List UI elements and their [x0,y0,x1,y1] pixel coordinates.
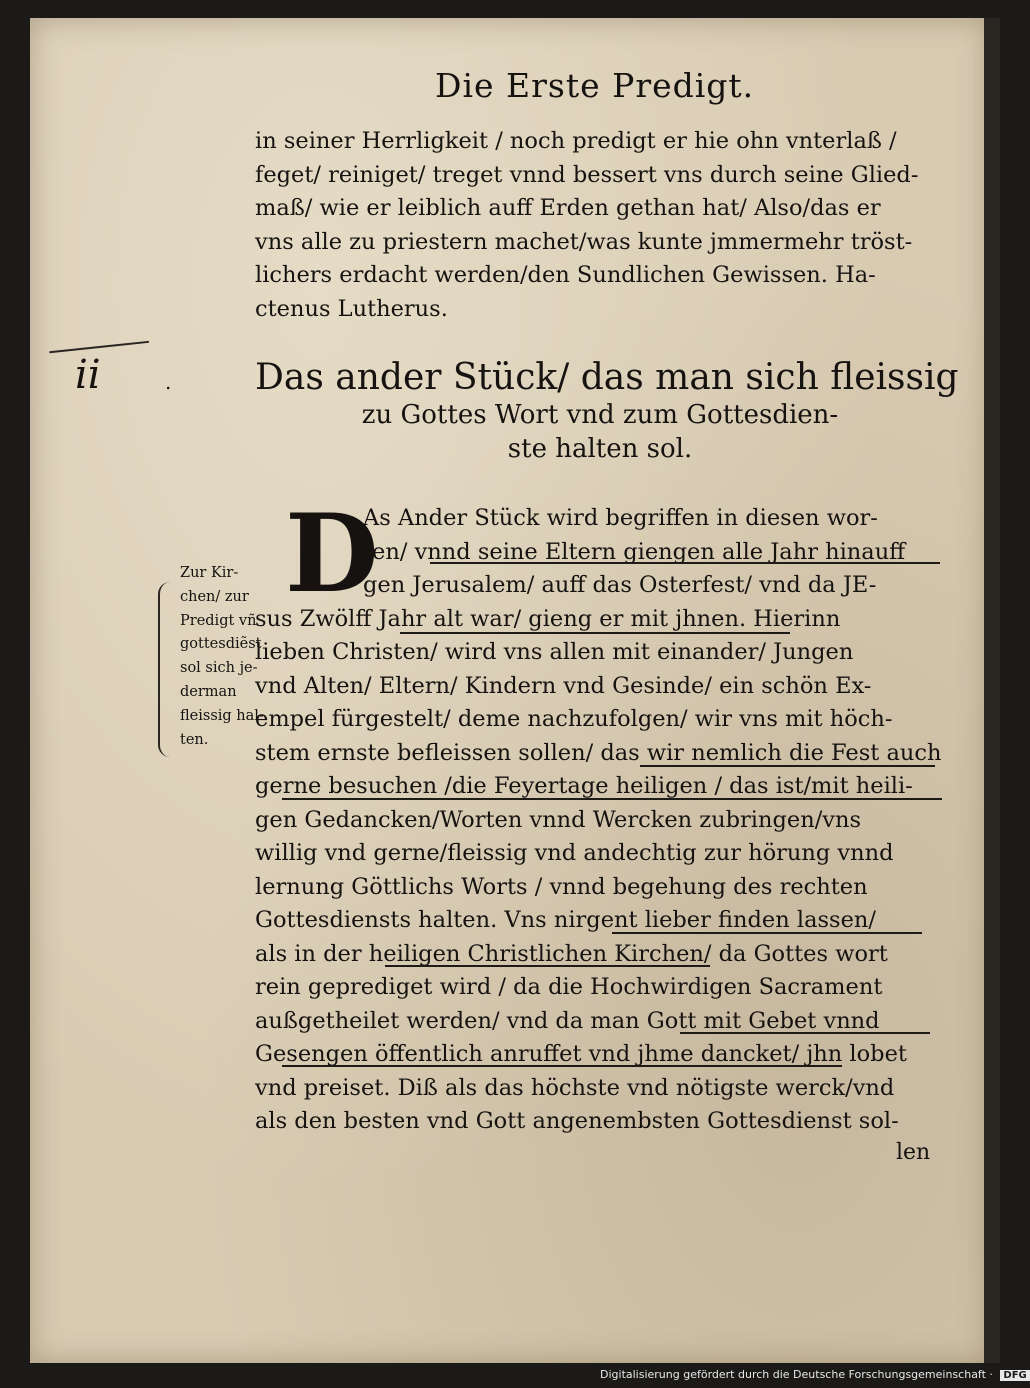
text-block-2 [255,491,945,1139]
text-line: willig vnd gerne/fleissig vnd andechtig zur hörung vnnd [255,840,894,866]
text-line: als in der heiligen Christlichen Kirchen/ da Gottes wort [255,940,888,967]
marginal-line: chen/ zur [180,588,249,605]
text-line: gerne besuchen /die Feyertage heiligen / das ist/mit heili- [255,773,913,799]
text-line: Gottesdiensts halten. Vns nirgent lieber finden lassen/ [255,907,876,933]
text-line: lernung Göttlichs Worts / vnnd begehung des rechten [255,873,868,900]
handwritten-underline [400,632,790,634]
marginal-line: fleissig hal- [180,707,264,724]
section-title-line: zu Gottes Wort vnd zum Gottesdien- [361,400,839,430]
marginal-note [180,562,280,752]
text-line: lichers erdacht werden/den Sundlichen Gewissen. Ha- [255,262,876,288]
handwritten-underline [385,965,710,967]
section-number: ii [75,352,101,398]
handwritten-brace [158,582,174,757]
section-title-line: ste halten sol. [507,434,693,464]
text-line: gen Jerusalem/ auff das Osterfest/ vnd da JE- [363,572,877,598]
marginal-line: sol sich je- [180,660,258,677]
text-line: rein geprediget wird / da die Hochwirdigen Sacrament [255,974,883,1000]
section-title-line: Das ander Stück/ das man sich fleissig [255,357,959,398]
text-line: lieben Christen/ wird vns allen mit einander/ Jungen [255,639,854,665]
text-line: As Ander Stück wird begriffen in diesen wor- [363,505,878,531]
text-line: ten/ vnnd seine Eltern giengen alle Jahr hinauff [363,538,906,565]
marginal-line: derman [180,683,237,700]
marginal-line: Predigt vñ [180,612,257,629]
text-block-1 [255,125,945,326]
section-title [255,357,959,466]
handwritten-underline [430,562,940,564]
text-line: in seiner Herrligkeit / noch predigt er hie ohn vnterlaß / [255,128,897,154]
text-line: außgetheilet werden/ vnd da man Gott mit Gebet vnnd [255,1007,880,1034]
text-line: vnd Alten/ Eltern/ Kindern vnd Gesinde/ ein schön Ex- [255,672,872,699]
handwritten-underline [640,765,935,767]
handwritten-underline [282,798,942,800]
text-line: empel fürgestelt/ deme nachzufolgen/ wir vns mit höch- [255,706,893,732]
text-line: gen Gedancken/Worten vnnd Wercken zubringen/vns [255,806,862,833]
marginal-line: gottesdiẽst [180,636,262,653]
decorated-initial: D [285,491,379,617]
section-dot: . [165,370,172,394]
text-line: ctenus Lutherus. [255,295,448,322]
text-line: feget/ reiniget/ treget vnnd bessert vns durch seine Glied- [255,161,919,188]
dfg-logo: DFG [1000,1370,1029,1381]
text-line: als den besten vnd Gott angenembsten Gottesdienst sol- [255,1108,899,1134]
text-line: stem ernste befleissen sollen/ das wir nemlich die Fest auch [255,739,942,766]
credit-text: Digitalisierung gefördert durch die Deutsche Forschungsgemeinschaft · [600,1368,993,1381]
handwritten-underline [612,932,922,934]
text-line: vnd preiset. Diß als das höchste vnd nötigste werck/vnd [255,1074,895,1101]
marginal-line: ten. [180,731,209,748]
catchword: len [896,1140,931,1165]
marginal-line: Zur Kir- [180,565,239,581]
page-edge-shadow [984,18,1000,1363]
digitization-credit [600,1368,1027,1381]
running-header: Die Erste Predigt. [435,66,755,105]
text-line: sus Zwölff Jahr alt war/ gieng er mit jhnen. Hierinn [255,605,841,632]
text-line: maß/ wie er leiblich auff Erden gethan hat/ Also/das er [255,195,881,221]
handwritten-underline [680,1032,930,1034]
text-line: Gesengen öffentlich anruffet vnd jhme dancket/ jhn lobet [255,1041,907,1067]
handwritten-underline [282,1065,842,1067]
text-line: vns alle zu priestern machet/was kunte jmmermehr tröst- [255,228,913,255]
